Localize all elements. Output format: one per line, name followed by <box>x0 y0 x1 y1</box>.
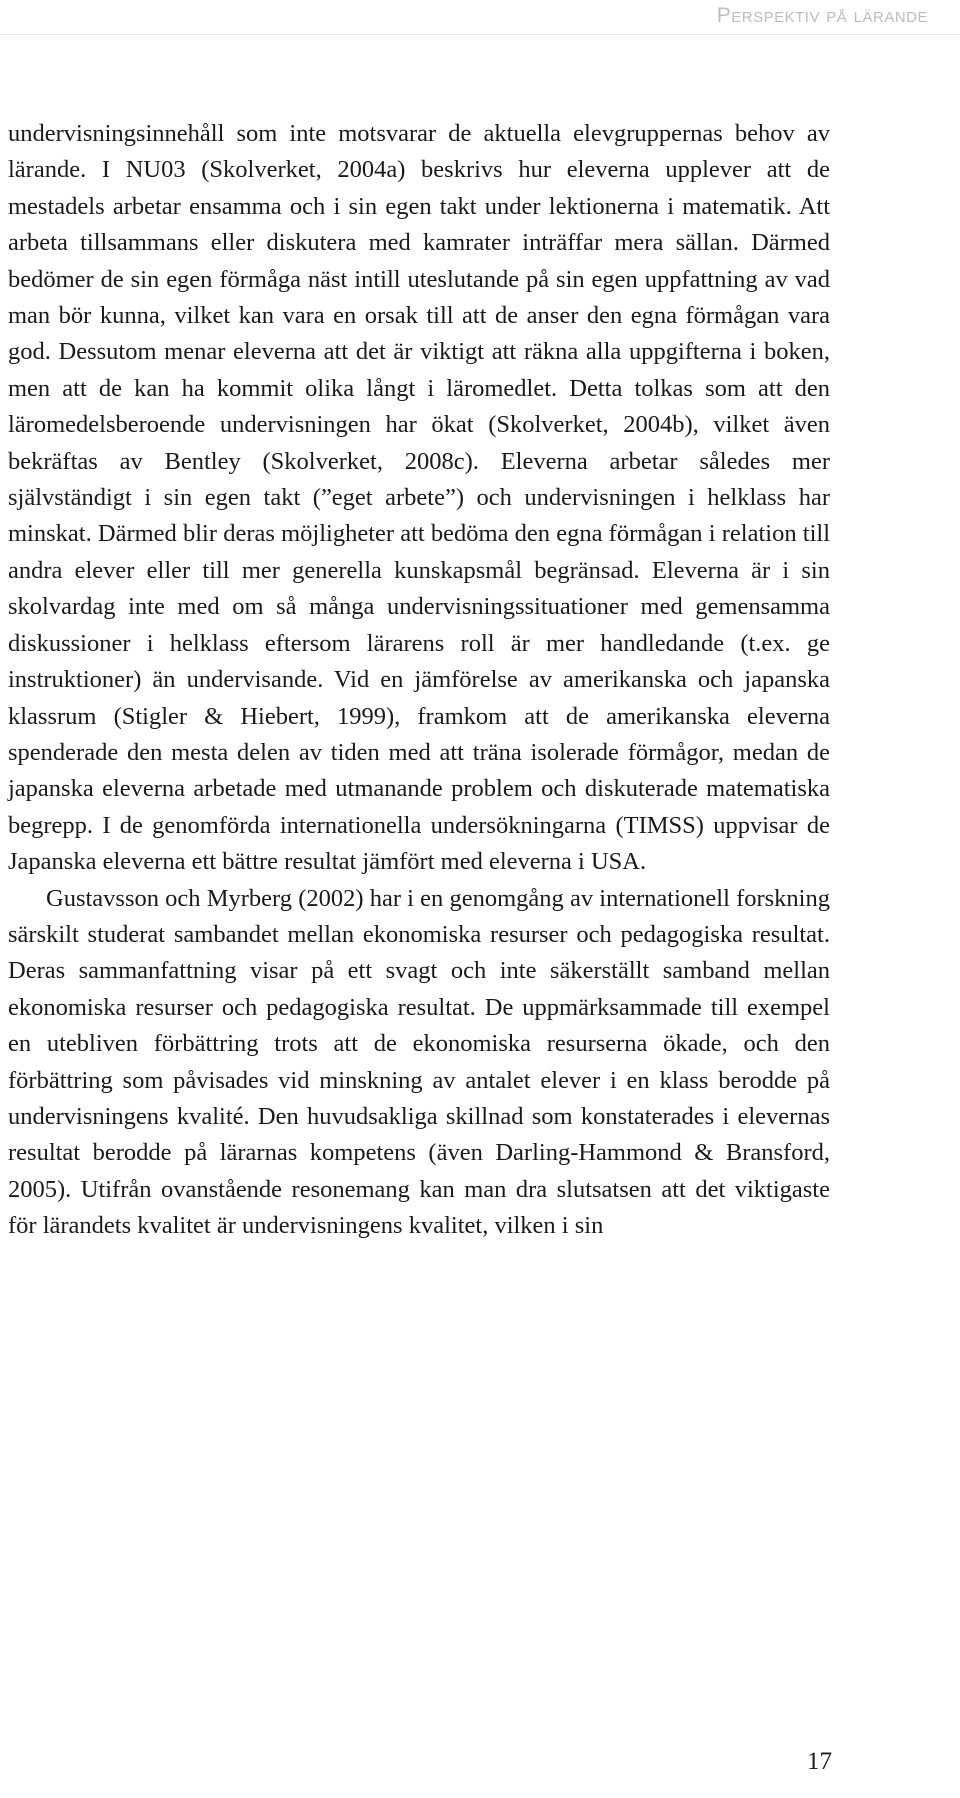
paragraph: Gustavsson och Myrberg (2002) har i en genomgång av internationell forskning särskilt studerat sambandet mellan ekonomiska resurser och pedagogiska resultat. Deras sammanfattning visar på ett svagt och inte säkerställt samband mellan ekonomiska resurser och pedagogiska resultat. De uppmärksammade till exempel en utebliven förbättring trots att de ekonomiska resurserna ökade, och den förbättring som påvisades vid minskning av antalet elever i en klass berodde på undervisningens kvalité. Den huvudsakliga skillnad som konstaterades i elevernas resultat berodde på lärarnas kompetens (även Darling-Hammond & Bransford, 2005). Utifrån ovanstående resonemang kan man dra slutsatsen att det viktigaste för lärandets kvalitet är undervisningens kvalitet, vilken i sin <box>8 884 830 1240</box>
running-header-title: Perspektiv på lärande <box>716 4 928 27</box>
body-text <box>8 116 830 1245</box>
paragraph: undervisningsinnehåll som inte motsvarar de aktuella elevgruppernas behov av lärande. I NU03 (Skolverket, 2004a) beskrivs hur eleverna upplever att de mestadels arbetar ensamma och i sin egen takt under lektionerna i matematik. Att arbeta tillsammans eller diskutera med kamrater inträffar mera sällan. Därmed bedömer de sin egen förmåga näst intill uteslutande på sin egen uppfattning av vad man bör kunna, vilket kan vara en orsak till att de anser den egna förmågan vara god. Dessutom menar eleverna att det är viktigt att räkna alla uppgifterna i boken, men att de kan ha kommit olika långt i läromedlet. Detta tolkas som att den läromedelsberoende undervisningen har ökat (Skolverket, 2004b), vilket även bekräftas av Bentley (Skolverket, 2008c). Eleverna arbetar således mer självständigt i sin egen takt (”eget arbete”) och undervisningen i helklass har minskat. Därmed blir deras möjligheter att bedöma den egna förmågan i relation till andra elever eller till mer generella kunskapsmål begränsad. Eleverna är i sin skolvardag inte med om så många undervisningssituationer med gemensamma diskussioner i helklass eftersom lärarens roll är mer handledande (t.ex. ge instruktioner) än undervisande. Vid en jämförelse av amerikanska och japanska klassrum (Stigler & Hiebert, 1999), framkom att de amerikanska eleverna spenderade den mesta delen av tiden med att träna isolerade förmågor, medan de japanska eleverna arbetade med utmanande problem och diskuterade matematiska begrepp. I de genomförda internationella undersökningarna (TIMSS) uppvisar de Japanska eleverna ett bättre resultat jämfört med eleverna i USA. <box>8 120 830 876</box>
page-number: 17 <box>807 1748 832 1775</box>
header-divider <box>0 34 960 35</box>
